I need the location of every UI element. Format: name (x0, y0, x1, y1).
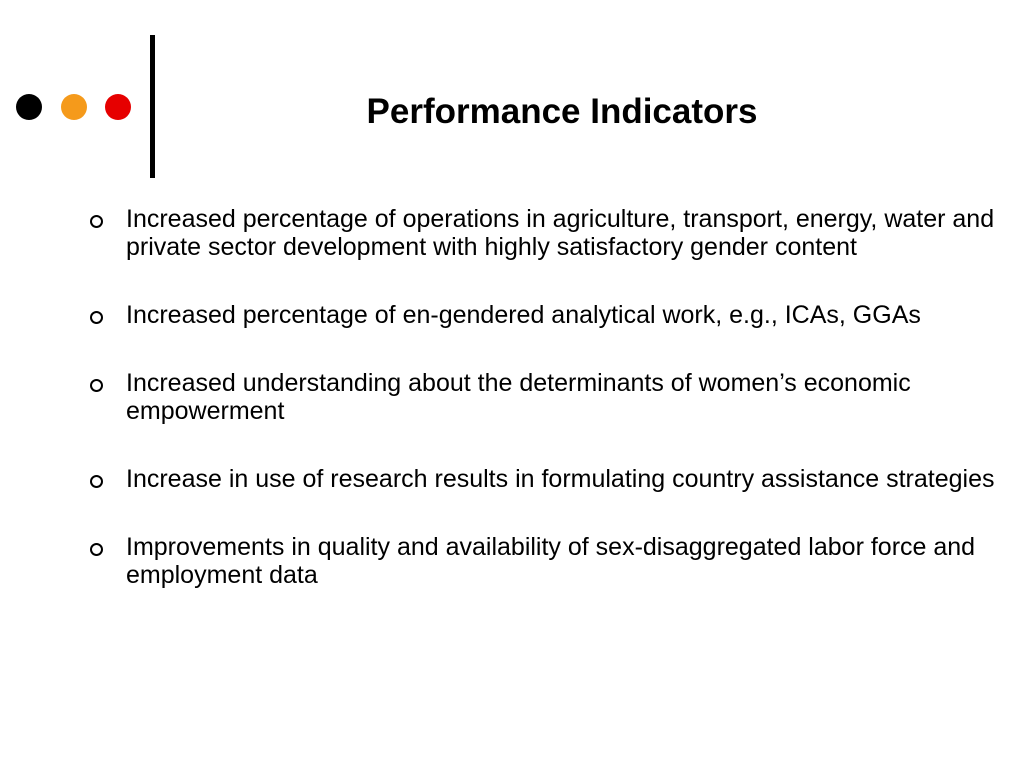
title-divider (150, 35, 155, 178)
bullet-text: Increased understanding about the determinants of women’s economic empowerment (126, 369, 911, 425)
hollow-circle-bullet-icon (90, 475, 103, 488)
red-dot-icon (105, 94, 131, 120)
hollow-circle-bullet-icon (90, 543, 103, 556)
bullet-text: Increased percentage of en-gendered analytical work, e.g., ICAs, GGAs (126, 301, 921, 329)
slide-title: Performance Indicators (366, 92, 758, 131)
bullet-text: Increased percentage of operations in agriculture, transport, energy, water and private sector development with highly satisfactory gender content (126, 205, 995, 261)
bullet-item (88, 301, 998, 329)
hollow-circle-bullet-icon (90, 379, 103, 392)
bullet-list (88, 205, 998, 629)
bullet-item (88, 465, 998, 493)
hollow-circle-bullet-icon (90, 215, 103, 228)
orange-dot-icon (61, 94, 87, 120)
bullet-text: Increase in use of research results in formulating country assistance strategies (126, 465, 995, 493)
bullet-item (88, 369, 998, 425)
bullet-item (88, 533, 998, 589)
hollow-circle-bullet-icon (90, 311, 103, 324)
bullet-text: Improvements in quality and availability of sex-disaggregated labor force and employment data (126, 533, 976, 589)
bullet-item (88, 205, 998, 261)
black-dot-icon (16, 94, 42, 120)
